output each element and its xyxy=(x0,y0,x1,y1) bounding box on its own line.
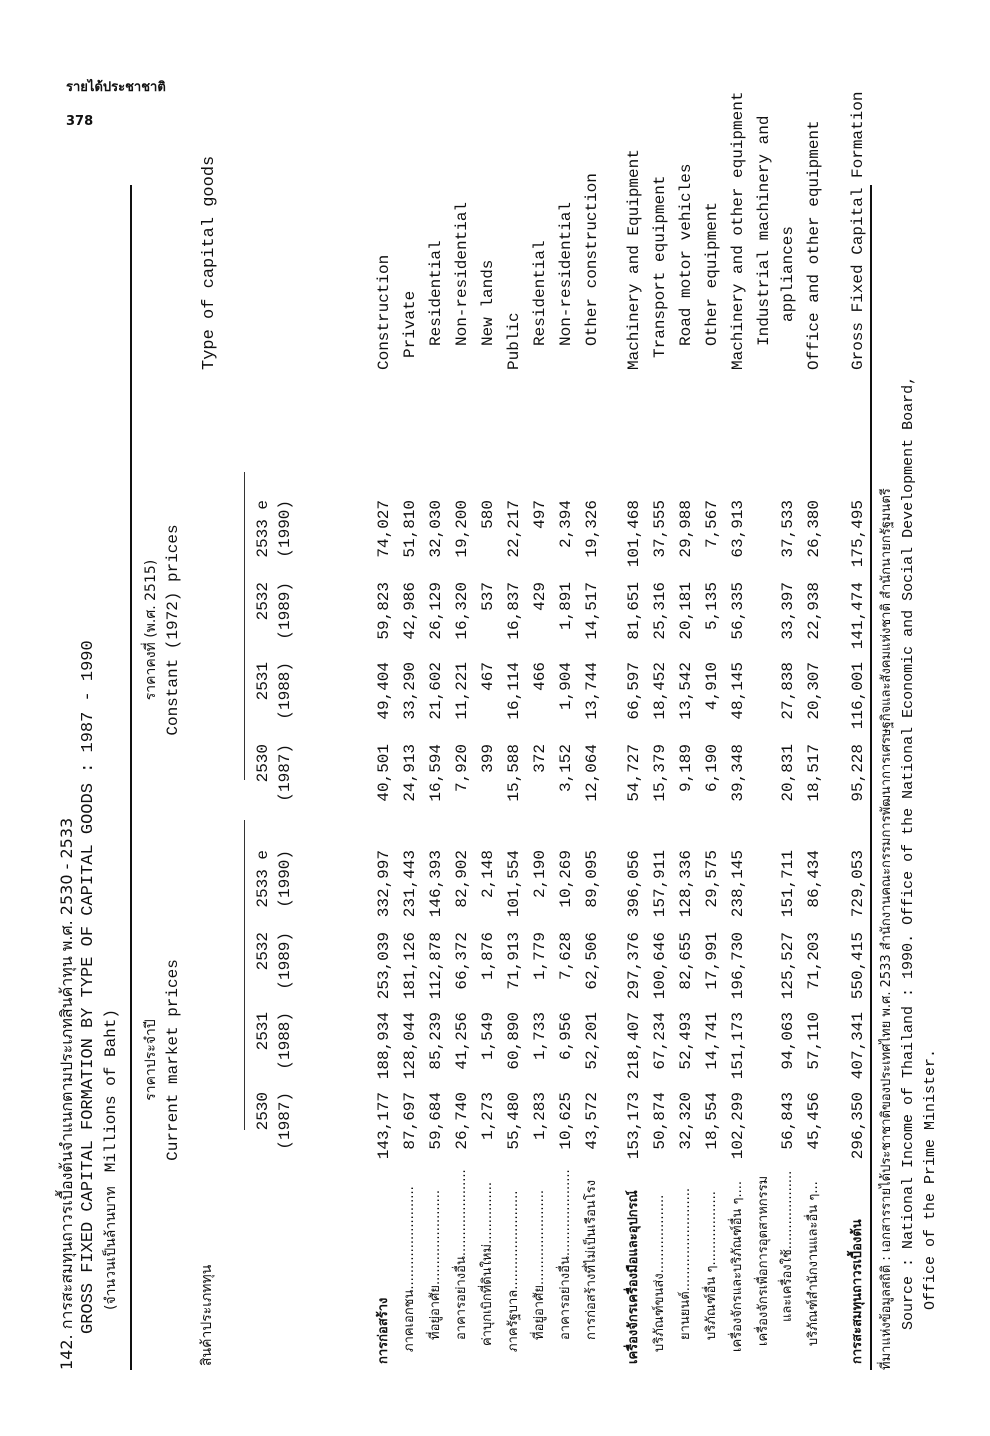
row-label-english: Industrial machinery and xyxy=(755,115,773,346)
table-cell: 7,920 xyxy=(453,744,471,793)
table-title-thai: 142. การสะสมทุนถาวรเบื้องต้นจำแนกตามประเภทสินค้าทุน พ.ศ. 2530 - 2533 xyxy=(57,817,76,1370)
table-cell: 497 xyxy=(531,500,549,529)
table-cell: 48,145 xyxy=(729,662,747,720)
row-label-english: Residential xyxy=(427,240,445,346)
table-cell: 26,380 xyxy=(805,500,823,558)
table-cell: 1,779 xyxy=(531,932,549,981)
column-head-thai: สินค้าประเภททุน xyxy=(199,1264,215,1366)
table-cell: 1,876 xyxy=(479,932,497,981)
table-cell: 297,376 xyxy=(625,932,643,1000)
constant-prices-english: Constant (1972) prices xyxy=(164,524,182,736)
table-cell: 1,733 xyxy=(531,1012,549,1061)
row-label-thai: เครื่องจักรเพื่อการอุตสาหกรรม xyxy=(756,1175,771,1346)
row-label-thai: ที่อยู่อาศัย....................... xyxy=(428,1189,443,1340)
table-cell: 26,740 xyxy=(453,1092,471,1150)
table-cell: 238,145 xyxy=(729,850,747,918)
table-cell: 151,711 xyxy=(779,850,797,918)
table-cell: 18,452 xyxy=(651,662,669,720)
table-cell: 3,152 xyxy=(557,744,575,793)
table-cell: 128,044 xyxy=(401,1012,419,1080)
table-cell: 63,913 xyxy=(729,500,747,558)
table-cell: 27,838 xyxy=(779,662,797,720)
table-row xyxy=(846,91,870,1370)
table-cell: 1,904 xyxy=(557,662,575,711)
table-cell: 39,348 xyxy=(729,744,747,802)
table-cell: 71,203 xyxy=(805,932,823,990)
table-cell: 10,625 xyxy=(557,1092,575,1150)
column-head-english: Type of capital goods xyxy=(200,155,219,370)
row-label-english: Non-residential xyxy=(453,201,471,346)
row-label-english: Construction xyxy=(375,254,393,370)
table-cell: 13,542 xyxy=(677,662,695,720)
table-cell: 5,135 xyxy=(703,582,721,631)
table-cell: 59,823 xyxy=(375,582,393,640)
table-top-rule xyxy=(130,185,132,1370)
table-cell: 7,567 xyxy=(703,500,721,549)
table-cell: 19,326 xyxy=(583,500,601,558)
row-label-english: New lands xyxy=(479,259,497,346)
table-cell: 82,655 xyxy=(677,932,695,990)
table-cell: 7,628 xyxy=(557,932,575,981)
table-cell: 143,177 xyxy=(375,1092,393,1160)
table-row xyxy=(802,120,826,1370)
table-row xyxy=(398,185,422,1370)
table-cell: 18,517 xyxy=(805,744,823,802)
table-cell: 29,988 xyxy=(677,500,695,558)
table-cell: 102,299 xyxy=(729,1092,747,1160)
table-cell: 16,320 xyxy=(453,582,471,640)
row-label-thai: บริภัณฑ์ขนส่ง................... xyxy=(652,1194,667,1352)
table-cell: 175,495 xyxy=(849,500,867,568)
row-label-english: Office and other equipment xyxy=(805,120,823,370)
table-cell: 20,181 xyxy=(677,582,695,640)
constant-prices-group-header xyxy=(140,470,184,790)
table-row xyxy=(424,185,448,1370)
table-cell: 37,555 xyxy=(651,500,669,558)
table-cell: 55,480 xyxy=(505,1092,523,1150)
table-cell: 2,148 xyxy=(479,850,497,899)
table-cell: 125,527 xyxy=(779,932,797,1000)
year-header: 2533 e (1990) xyxy=(254,500,294,558)
table-row xyxy=(450,185,474,1370)
table-cell: 71,913 xyxy=(505,932,523,990)
table-cell: 95,228 xyxy=(849,744,867,802)
running-header: รายได้ประชาชาติ xyxy=(66,80,166,95)
row-label-english: Other construction xyxy=(583,173,601,346)
table-cell: 41,256 xyxy=(453,1012,471,1070)
table-cell: 62,506 xyxy=(583,932,601,990)
row-label-english: Private xyxy=(401,290,419,358)
row-label-thai: ที่อยู่อาศัย....................... xyxy=(532,1189,547,1340)
table-cell: 10,269 xyxy=(557,850,575,908)
row-label-thai: และเครื่องใช้................... xyxy=(780,1170,795,1322)
row-label-thai: บริภัณฑ์สำนักงานและอื่น ๆ... xyxy=(806,1181,821,1346)
table-cell: 67,234 xyxy=(651,1012,669,1070)
table-row xyxy=(372,185,396,1370)
table-cell: 33,397 xyxy=(779,582,797,640)
table-cell: 537 xyxy=(479,582,497,611)
table-cell: 22,217 xyxy=(505,500,523,558)
table-cell: 100,646 xyxy=(651,932,669,1000)
table-cell: 54,727 xyxy=(625,744,643,802)
table-cell: 550,415 xyxy=(849,932,867,1000)
table-cell: 112,878 xyxy=(427,932,445,1000)
table-cell: 2,190 xyxy=(531,850,549,899)
table-cell: 25,316 xyxy=(651,582,669,640)
source-english-line2: Office of the Prime Minister. xyxy=(922,1048,939,1310)
table-cell: 74,027 xyxy=(375,500,393,558)
table-cell: 14,517 xyxy=(583,582,601,640)
table-row xyxy=(752,115,776,1370)
table-cell: 32,030 xyxy=(427,500,445,558)
row-label-english: Machinery and Equipment xyxy=(625,149,643,370)
table-cell: 16,114 xyxy=(505,662,523,720)
table-row xyxy=(700,185,724,1370)
table-cell: 16,594 xyxy=(427,744,445,802)
table-cell: 50,874 xyxy=(651,1092,669,1150)
table-row xyxy=(476,185,500,1370)
table-row xyxy=(528,185,552,1370)
table-cell: 81,651 xyxy=(625,582,643,640)
row-label-thai: ภาคเอกชน......................... xyxy=(402,1186,417,1352)
row-label-english: Machinery and other equipment xyxy=(729,91,747,370)
table-cell: 29,575 xyxy=(703,850,721,908)
table-cell: 42,986 xyxy=(401,582,419,640)
table-cell: 89,095 xyxy=(583,850,601,908)
table-cell: 52,493 xyxy=(677,1012,695,1070)
row-label-thai: ค่าบุกเบิกที่ดินใหม่............... xyxy=(480,1181,495,1346)
year-header: 2532 (1989) xyxy=(254,582,294,640)
row-label-english: Non-residential xyxy=(557,201,575,346)
table-cell: 1,283 xyxy=(531,1092,549,1141)
row-label-thai: อาคารอย่างอื่น..................... xyxy=(454,1169,469,1340)
table-cell: 153,173 xyxy=(625,1092,643,1160)
table-cell: 218,407 xyxy=(625,1012,643,1080)
table-row xyxy=(502,185,526,1370)
table-cell: 253,039 xyxy=(375,932,393,1000)
table-cell: 396,056 xyxy=(625,850,643,918)
table-cell: 26,129 xyxy=(427,582,445,640)
row-label-thai: ยานยนต์......................... xyxy=(678,1187,693,1340)
unit-english: Millions of Baht) xyxy=(102,1009,120,1173)
table-bottom-rule xyxy=(870,185,872,1370)
row-label-english: Public xyxy=(505,312,523,370)
year-header: 2530 (1987) xyxy=(254,744,294,802)
current-prices-underline xyxy=(244,820,245,1130)
table-cell: 87,697 xyxy=(401,1092,419,1150)
table-cell: 196,730 xyxy=(729,932,747,1000)
year-header: 2531 (1988) xyxy=(254,662,294,720)
table-cell: 9,189 xyxy=(677,744,695,793)
table-cell: 94,063 xyxy=(779,1012,797,1070)
table-row xyxy=(580,173,604,1370)
table-cell: 399 xyxy=(479,744,497,773)
year-header: 2532 (1989) xyxy=(254,932,294,990)
table-cell: 32,320 xyxy=(677,1092,695,1150)
table-cell: 66,597 xyxy=(625,662,643,720)
table-unit xyxy=(100,120,122,1370)
table-cell: 181,126 xyxy=(401,932,419,1000)
table-cell: 729,053 xyxy=(849,850,867,918)
table-cell: 146,393 xyxy=(427,850,445,918)
table-cell: 66,372 xyxy=(453,932,471,990)
table-cell: 14,741 xyxy=(703,1012,721,1070)
constant-prices-underline xyxy=(244,472,245,780)
table-cell: 20,831 xyxy=(779,744,797,802)
table-cell: 59,684 xyxy=(427,1092,445,1150)
table-cell: 151,173 xyxy=(729,1012,747,1080)
row-label-english: Road motor vehicles xyxy=(677,163,695,346)
table-cell: 157,911 xyxy=(651,850,669,918)
table-cell: 22,938 xyxy=(805,582,823,640)
table-cell: 45,456 xyxy=(805,1092,823,1150)
table-cell: 40,501 xyxy=(375,744,393,802)
row-label-thai: อาคารอย่างอื่น..................... xyxy=(558,1169,573,1340)
table-cell: 13,744 xyxy=(583,662,601,720)
table-cell: 372 xyxy=(531,744,549,773)
table-cell: 15,379 xyxy=(651,744,669,802)
table-cell: 43,572 xyxy=(583,1092,601,1150)
current-prices-english: Current market prices xyxy=(164,959,182,1161)
table-row xyxy=(648,175,672,1370)
year-header: 2531 (1988) xyxy=(254,1012,294,1070)
table-cell: 20,307 xyxy=(805,662,823,720)
table-cell: 101,554 xyxy=(505,850,523,918)
table-cell: 56,335 xyxy=(729,582,747,640)
table-cell: 1,549 xyxy=(479,1012,497,1061)
unit-thai: (จำนวนเป็นล้านบาท xyxy=(103,1186,119,1310)
table-row xyxy=(674,163,698,1370)
row-label-thai: การก่อสร้าง xyxy=(376,1297,391,1364)
table-cell: 82,902 xyxy=(453,850,471,908)
row-label-english: Gross Fixed Capital Formation xyxy=(849,91,867,370)
table-cell: 407,341 xyxy=(849,1012,867,1080)
source-english-line1: Source : National Income of Thailand : 1990. Office of the National Economic and Social Development Board, xyxy=(900,375,917,1330)
table-cell: 57,110 xyxy=(805,1012,823,1070)
table-cell: 467 xyxy=(479,662,497,691)
table-cell: 4,910 xyxy=(703,662,721,711)
table-cell: 85,239 xyxy=(427,1012,445,1070)
table-cell: 33,290 xyxy=(401,662,419,720)
table-cell: 51,810 xyxy=(401,500,419,558)
table-cell: 1,273 xyxy=(479,1092,497,1141)
page-number: 378 xyxy=(66,114,94,129)
row-label-thai: การสะสมทุนถาวรเบื้องต้น xyxy=(850,1219,865,1364)
constant-prices-thai: ราคาคงที่ (พ.ศ. 2515) xyxy=(143,559,159,701)
row-label-thai: เครื่องจักรเครื่องมือและอุปกรณ์ xyxy=(626,1190,641,1364)
current-prices-thai: ราคาประจำปี xyxy=(143,1019,159,1101)
row-label-thai: เครื่องจักรและบริภัณฑ์อื่น ๆ.... xyxy=(730,1180,745,1352)
table-title-block xyxy=(56,120,122,1370)
year-header: 2530 (1987) xyxy=(254,1092,294,1150)
table-cell: 188,934 xyxy=(375,1012,393,1080)
table-row xyxy=(554,185,578,1370)
row-label-english: Transport equipment xyxy=(651,175,669,358)
year-header: 2533 e (1990) xyxy=(254,850,294,908)
table-cell: 128,336 xyxy=(677,850,695,918)
table-cell: 6,956 xyxy=(557,1012,575,1061)
table-cell: 15,588 xyxy=(505,744,523,802)
table-cell: 101,468 xyxy=(625,500,643,568)
table-cell: 86,434 xyxy=(805,850,823,908)
table-cell: 11,221 xyxy=(453,662,471,720)
table-cell: 37,533 xyxy=(779,500,797,558)
source-thai: ที่มาแห่งข้อมูลสถิติ : เอกสารรายได้ประชาชาติของประเทศไทย พ.ศ. 2533 สำนักงานคณะกรรมการพัฒนาการเศรษฐกิจและสังคมแห่งชาติ สำนักนายกรัฐมนตรี xyxy=(879,488,894,1370)
table-cell: 1,891 xyxy=(557,582,575,631)
table-cell: 21,602 xyxy=(427,662,445,720)
table-row xyxy=(622,149,646,1370)
table-cell: 296,350 xyxy=(849,1092,867,1160)
table-cell: 466 xyxy=(531,662,549,691)
table-cell: 16,837 xyxy=(505,582,523,640)
row-label-thai: การก่อสร้างที่ไม่เป็นเรือนโรง xyxy=(584,1179,599,1340)
table-cell: 24,913 xyxy=(401,744,419,802)
table-cell: 332,997 xyxy=(375,850,393,918)
table-cell: 18,554 xyxy=(703,1092,721,1150)
table-cell: 231,443 xyxy=(401,850,419,918)
table-cell: 116,001 xyxy=(849,662,867,730)
table-cell: 2,394 xyxy=(557,500,575,549)
current-prices-group-header xyxy=(140,900,184,1220)
table-cell: 52,201 xyxy=(583,1012,601,1070)
table-cell: 17,991 xyxy=(703,932,721,990)
row-label-thai: ภาครัฐบาล........................ xyxy=(506,1190,521,1352)
table-title-english: GROSS FIXED CAPITAL FORMATION BY TYPE OF CAPITAL GOODS : 1987 - 1990 xyxy=(79,640,98,1334)
row-label-english: Other equipment xyxy=(703,201,721,346)
table-cell: 429 xyxy=(531,582,549,611)
table-cell: 580 xyxy=(479,500,497,529)
row-label-english: Residential xyxy=(531,240,549,346)
table-cell: 141,474 xyxy=(849,582,867,650)
row-label-thai: บริภัณฑ์อื่น ๆ.................. xyxy=(704,1191,719,1340)
row-label-english: appliances xyxy=(779,225,797,322)
table-cell: 19,200 xyxy=(453,500,471,558)
table-cell: 6,190 xyxy=(703,744,721,793)
table-cell: 12,064 xyxy=(583,744,601,802)
table-cell: 60,890 xyxy=(505,1012,523,1070)
table-row xyxy=(776,185,800,1370)
table-cell: 56,843 xyxy=(779,1092,797,1150)
table-cell: 49,404 xyxy=(375,662,393,720)
table-row xyxy=(726,91,750,1370)
